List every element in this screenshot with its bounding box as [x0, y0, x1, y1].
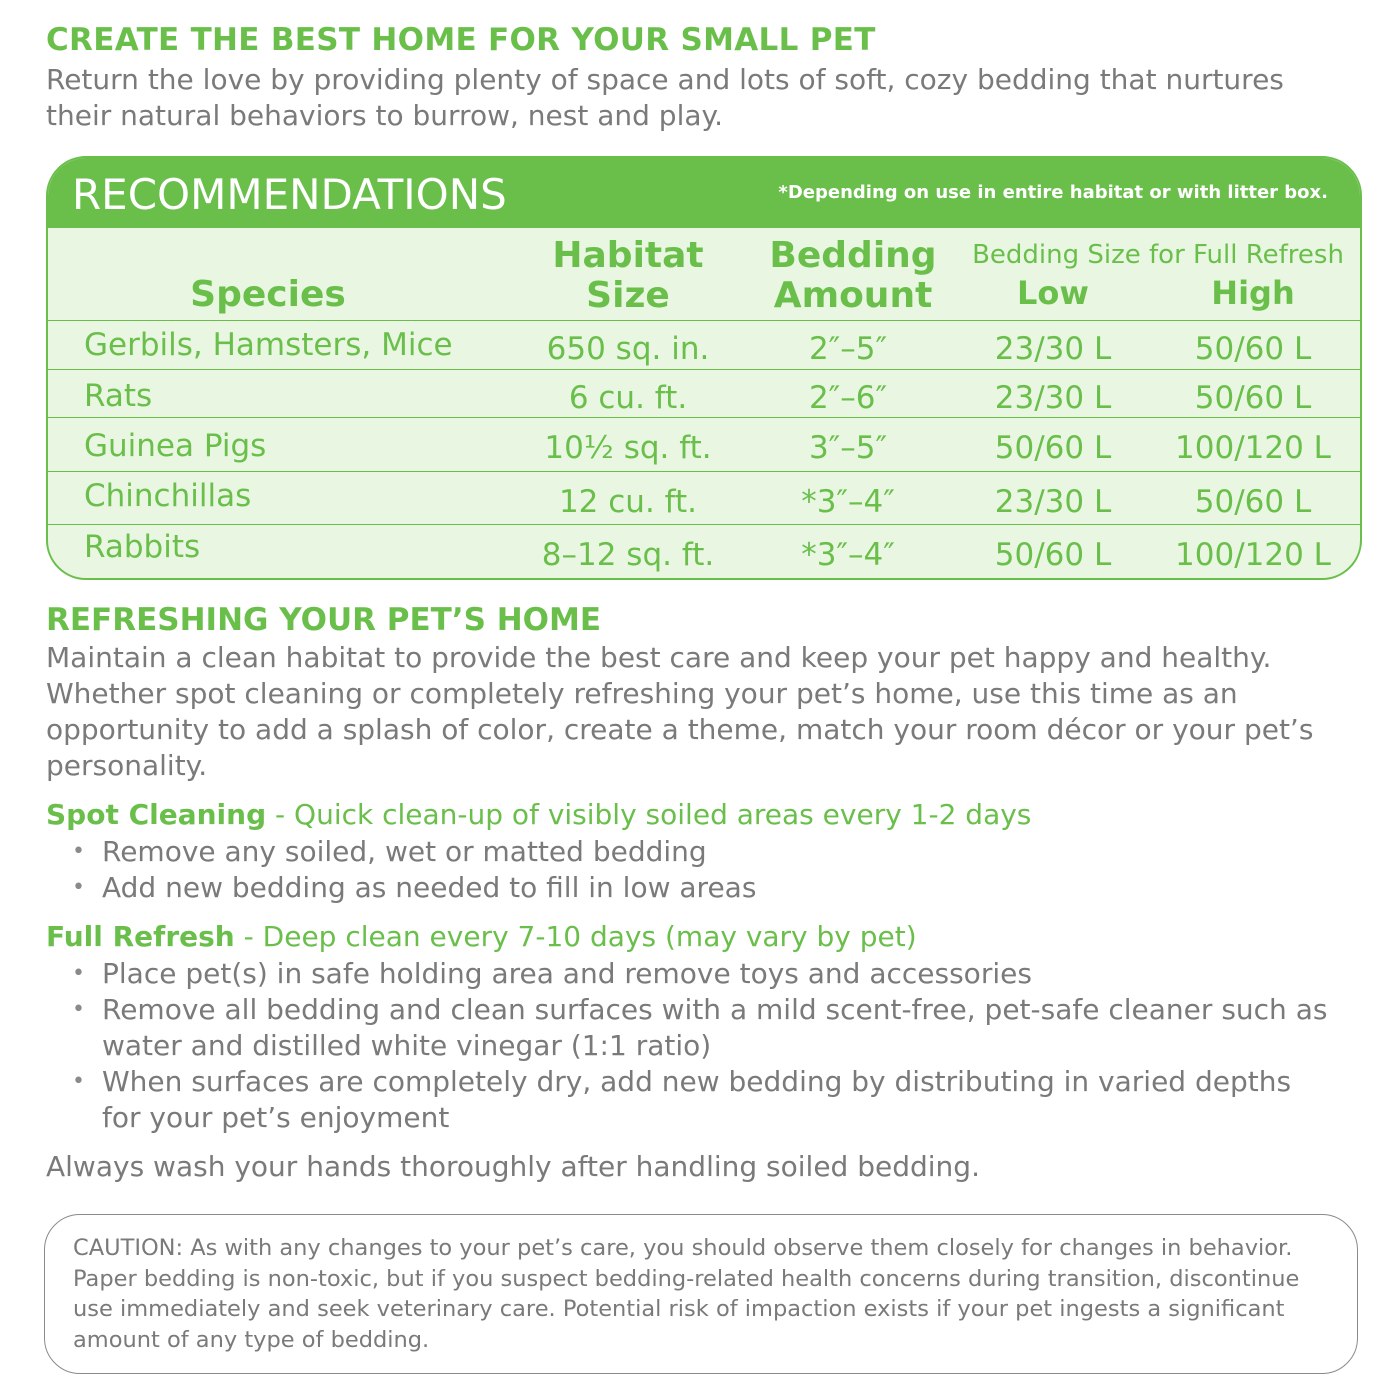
list-item: • Place pet(s) in safe holding area and remove toys and accessories — [72, 956, 1332, 992]
cell-species: Gerbils, Hamsters, Mice — [84, 327, 453, 363]
cell-low: 50/60 L — [994, 537, 1112, 573]
cell-habitat: 8–12 sq. ft. — [541, 537, 715, 573]
table-row — [48, 471, 1360, 526]
list-item: • Add new bedding as needed to fill in low areas — [72, 870, 1332, 906]
cell-low: 23/30 L — [994, 331, 1112, 367]
full-refresh-label: Full Refresh — [46, 920, 235, 953]
column-header-species: Species — [190, 274, 346, 315]
intro-title: CREATE THE BEST HOME FOR YOUR SMALL PET — [46, 22, 876, 58]
column-header-full-refresh: Bedding Size for Full Refresh — [972, 240, 1344, 270]
caution-text: CAUTION: As with any changes to your pet’s care, you should observe them closely for changes in behavior. Paper bedding is non-toxic, but if you suspect bedding-related health concerns during transition, discontinue use immediately and seek veterinary care. Potential risk of impaction exists if your pet ingests a significant amount of any type of bedding. — [73, 1235, 1300, 1353]
cell-low: 23/30 L — [994, 380, 1112, 416]
spot-cleaning-label: Spot Cleaning — [46, 798, 267, 831]
cell-habitat: 12 cu. ft. — [558, 484, 698, 520]
cell-high: 50/60 L — [1194, 484, 1312, 520]
cell-high: 100/120 L — [1175, 537, 1331, 573]
table-row — [48, 524, 1360, 579]
list-item: • Remove all bedding and clean surfaces with a mild scent-free, pet-safe cleaner such as water and distilled white vinegar (1:1 ratio) — [72, 992, 1332, 1064]
cell-high: 100/120 L — [1175, 430, 1331, 466]
recommendations-title: RECOMMENDATIONS — [72, 170, 507, 219]
cell-habitat: 6 cu. ft. — [568, 380, 688, 416]
spot-cleaning-heading — [46, 798, 1031, 831]
cell-species: Rats — [84, 378, 153, 414]
recommendations-header — [48, 158, 1360, 228]
list-item: • Remove any soiled, wet or matted bedding — [72, 834, 1332, 870]
refresh-text: Maintain a clean habitat to provide the best care and keep your pet happy and healthy. Whether spot cleaning or completely refreshing your pet’s home, use this time as an opportunity to add a splash of color, create a theme, match your room décor or your pet’s personality. — [46, 641, 1314, 782]
cell-bedding: *3″–4″ — [801, 484, 895, 520]
cell-bedding: 3″–5″ — [808, 430, 888, 466]
column-header-habitat-size: Habitat Size — [552, 235, 704, 316]
refresh-title: REFRESHING YOUR PET’S HOME — [46, 602, 602, 638]
spot-cleaning-desc: - Quick clean-up of visibly soiled areas every 1-2 days — [266, 798, 1032, 831]
spot-cleaning-list — [72, 834, 1332, 906]
table-row — [48, 320, 1360, 371]
cell-habitat: 650 sq. in. — [546, 331, 710, 367]
column-header-high: High — [1211, 274, 1295, 312]
full-refresh-desc: - Deep clean every 7-10 days (may vary by pet) — [234, 920, 917, 953]
cell-low: 23/30 L — [994, 484, 1112, 520]
recommendations-note: *Depending on use in entire habitat or with litter box. — [778, 182, 1328, 203]
intro-text: Return the love by providing plenty of space and lots of soft, cozy bedding that nurtures their natural behaviors to burrow, nest and play. — [46, 63, 1284, 132]
cell-high: 50/60 L — [1194, 331, 1312, 367]
full-refresh-list — [72, 956, 1332, 1136]
cell-species: Rabbits — [84, 529, 201, 565]
full-refresh-heading — [46, 920, 917, 953]
recommendations-table — [46, 156, 1362, 580]
cell-species: Guinea Pigs — [84, 428, 267, 464]
cell-bedding: 2″–5″ — [808, 331, 888, 367]
cell-species: Chinchillas — [84, 478, 252, 514]
caution-box — [44, 1214, 1358, 1374]
list-item: • When surfaces are completely dry, add new bedding by distributing in varied depths for your pet’s enjoyment — [72, 1064, 1332, 1136]
cell-bedding: *3″–4″ — [801, 537, 895, 573]
cell-high: 50/60 L — [1194, 380, 1312, 416]
column-header-low: Low — [1017, 274, 1089, 312]
hand-washing-note: Always wash your hands thoroughly after handling soiled bedding. — [46, 1150, 980, 1183]
column-header-bedding-amount: Bedding Amount — [769, 235, 937, 316]
table-row — [48, 369, 1360, 420]
cell-low: 50/60 L — [994, 430, 1112, 466]
table-row — [48, 417, 1360, 471]
cell-bedding: 2″–6″ — [808, 380, 888, 416]
cell-habitat: 10½ sq. ft. — [544, 430, 712, 466]
